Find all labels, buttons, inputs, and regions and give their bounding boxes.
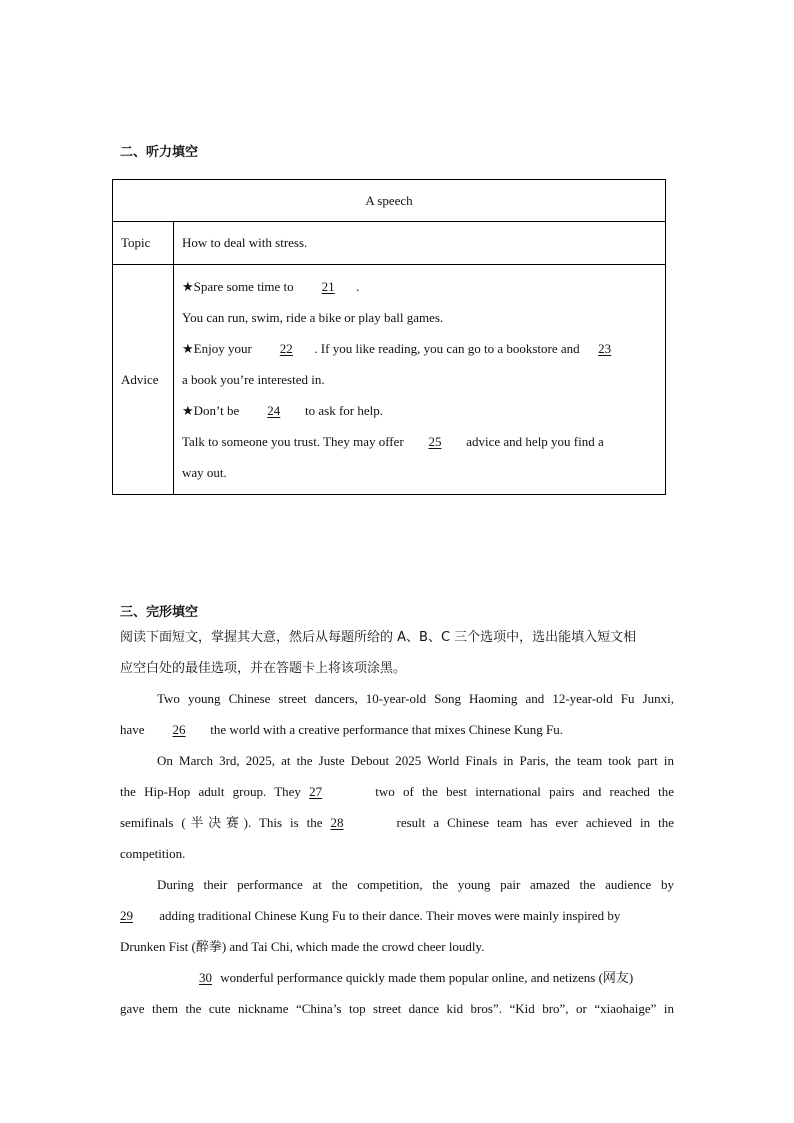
speech-table: [112, 179, 666, 495]
p2-line-2: the Hip-Hop adult group. They 27 two of the best international pairs and reached the: [120, 776, 674, 807]
advice-line-1: ★Spare some time to 21 .: [182, 271, 665, 302]
blank-28[interactable]: 28: [330, 815, 344, 830]
instruction-line-1: 阅读下面短文，掌握其大意，然后从每题所给的 A、B、C 三个选项中，选出能填入短文相: [120, 630, 637, 645]
topic-value: How to deal with stress.: [174, 222, 666, 265]
section-title-cloze: 三、完形填空: [120, 605, 199, 620]
p3-line-3: Drunken Fist (醉拳) and Tai Chi, which made the crowd cheer loudly.: [120, 939, 485, 954]
advice-content: [182, 265, 665, 494]
p2-line-3: semifinals (半决赛). This is the 28 result a Chinese team has ever achieved in the: [120, 807, 674, 838]
blank-23[interactable]: 23: [598, 341, 612, 356]
p3-line-2: 29 adding traditional Chinese Kung Fu to their dance. Their moves were mainly inspired by: [120, 900, 674, 931]
advice-line-6: Talk to someone you trust. They may offer 25 advice and help you find a: [182, 426, 665, 457]
advice-line-5: ★Don’t be 24 to ask for help.: [182, 395, 665, 426]
blank-26[interactable]: 26: [172, 722, 186, 737]
blank-25[interactable]: 25: [428, 434, 442, 449]
blank-30[interactable]: 30: [199, 970, 212, 985]
p1-line-2: have 26 the world with a creative performance that mixes Chinese Kung Fu.: [120, 714, 674, 745]
blank-24[interactable]: 24: [267, 403, 281, 418]
topic-label: Topic: [113, 222, 174, 265]
blank-22[interactable]: 22: [279, 341, 293, 356]
p1-line-1: Two young Chinese street dancers, 10-year-old Song Haoming and 12-year-old Fu Junxi,: [157, 691, 674, 706]
p4-line-1: 30 wonderful performance quickly made them popular online, and netizens (网友): [120, 962, 674, 993]
instruction-line-2: 应空白处的最佳选项，并在答题卡上将该项涂黑。: [120, 661, 407, 676]
advice-line-4: a book you’re interested in.: [182, 372, 325, 387]
cloze-passage: [120, 683, 674, 1024]
p3-line-1: During their performance at the competition, the young pair amazed the audience by: [157, 877, 674, 892]
blank-21[interactable]: 21: [321, 279, 335, 294]
advice-line-7: way out.: [182, 465, 227, 480]
p2-line-4: competition.: [120, 846, 186, 861]
table-header: A speech: [113, 180, 666, 222]
blank-29[interactable]: 29: [120, 908, 133, 923]
advice-line-3: ★Enjoy your 22 . If you like reading, you can go to a bookstore and 23: [182, 333, 665, 364]
blank-27[interactable]: 27: [309, 784, 323, 799]
advice-line-2: You can run, swim, ride a bike or play ball games.: [182, 310, 444, 325]
p4-line-2: gave them the cute nickname “China’s top street dance kid bros”. “Kid bro”, or “xiaohaige” in: [120, 1001, 674, 1016]
section-title-listening: 二、听力填空: [120, 145, 199, 160]
p2-line-1: On March 3rd, 2025, at the Juste Debout 2025 World Finals in Paris, the team took part in: [157, 753, 674, 768]
advice-label: Advice: [113, 265, 174, 495]
